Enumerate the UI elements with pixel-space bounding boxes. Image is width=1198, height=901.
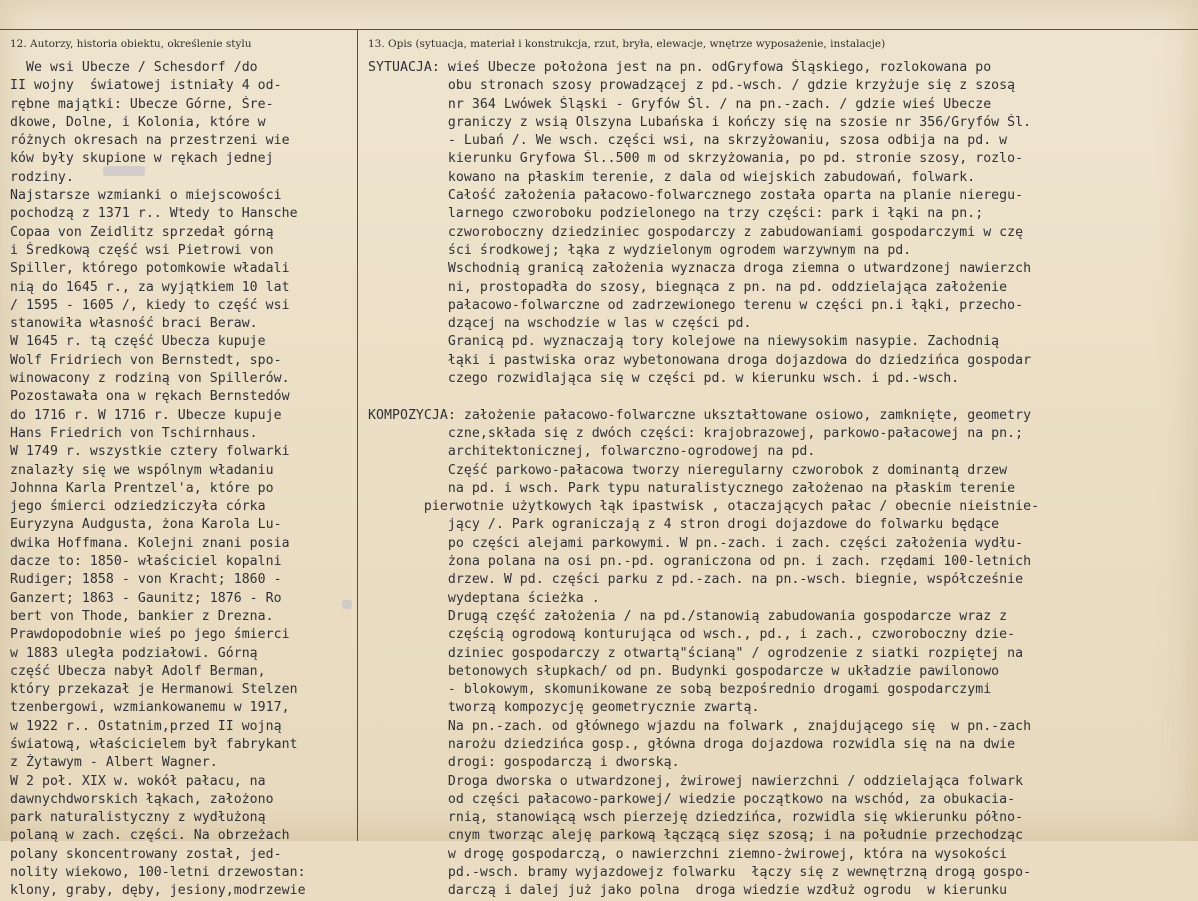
history-text-line: światową, właścicielem był fabrykant [10,736,298,752]
description-text-line: betonowych słupkach/ od pn. Budynki gospodarcze w układzie pawilonowo [368,663,1000,679]
history-text-line: do 1716 r. W 1716 r. Ubecze kupuje [10,407,282,423]
history-text-line: stanowiła własność braci Beraw. [10,316,258,332]
description-text-line: - blokowym, skomunikowane ze sobą bezpośrednio drogami gospodarczymi [368,682,992,698]
description-text-line: w drogę gospodarczą, o nawierzchni ziemno-żwirowej, która na wysokości [368,846,1008,862]
history-text-line: część Ubecza nabył Adolf Berman, [10,663,266,679]
history-text-line: rębne majątki: Ubecze Górne, Śre- [10,96,274,112]
description-text-line: kierunku Gryfowa Śl..500 m od skrzyżowania, po pd. stronie szosy, rozlo- [368,151,1024,167]
history-text-line: rodziny. [10,169,74,185]
description-text-line: rnią, stanowiącą wsch pierzeję dziedzińca, rozwidla się wkierunku półno- [368,810,1024,826]
history-text-line: Prawdopodobnie wieś po jego śmierci [10,627,290,643]
history-text-line: dwika Hoffmana. Kolejni znani posia [10,535,290,551]
description-text-line: na pd. i wsch. Park typu naturalistycznego założenao na płaskim terenie [368,480,1016,496]
description-text-line: Całość założenia pałacowo-folwarcznego została oparta na planie nieregu- [368,188,1024,204]
description-text-line: drzew. W pd. części parku z pd.-zach. na pn.-wsch. biegnie, współcześnie [368,572,1024,588]
description-text-line: graniczy z wsią Olszyna Lubańska i kończy się na szosie nr 356/Gryfów Śl. [368,114,1032,130]
history-text-line: który przekazał je Hermanowi Stelzen [10,682,298,698]
history-text-line: znalazły się we wspólnym władaniu [10,462,274,478]
description-text-line: czworoboczny dziedziniec gospodarczy z zabudowaniami gospodarczymi w czę [368,224,1024,240]
ink-smudge [103,166,145,176]
history-text-line: pochodzą z 1371 r.. Wtedy to Hansche [10,206,298,222]
description-text-line: po części alejami parkowymi. W pn.-zach. i zach. części założenia wydłu- [368,535,1024,551]
description-text-line: tworzą kompozycję geometrycznie zwartą. [368,700,760,716]
description-text-line: ści środkowej; łąka z wydzielonym ogrodem warzywnym na pd. [368,242,912,258]
history-text-line: bert von Thode, bankier z Drezna. [10,608,274,624]
description-text-line: kowano na płaskim terenie, z dala od wiejskich zabudowań, folwark. [368,169,976,185]
description-text-line: pierwotnie użytkowych łąk ipastwisk , otaczających pałac / obecnie nieistnie- [368,499,1040,515]
history-text-line: park naturalistyczny z wydłużoną [10,810,266,826]
history-text-line: We wsi Ubecze / Schesdorf /do [10,60,258,75]
history-text-line: II wojny światowej istniały 4 od- [10,78,282,94]
history-text-line: / 1595 - 1605 /, kiedy to część wsi [10,297,290,313]
history-text-line: winowacony z rodziną von Spillerów. [10,371,290,387]
description-text-line: wydeptana ścieżka . [368,590,600,606]
description-text-line: - Lubań /. We wsch. części wsi, na skrzyżowaniu, szosa odbija na pd. w [368,133,1008,149]
description-text-line: KOMPOZYCJA: założenie pałacowo-folwarczne ukształtowane osiowo, zamknięte, geometry [368,407,1032,423]
header-rule [0,29,1198,30]
description-text-line: ni, prostopadła do szosy, biegnąca z pn. na pd. oddzielająca założenie [368,279,1008,295]
history-text-line: nolity wiekowo, 100-letni drzewostan: [10,865,306,881]
blank-line [368,388,1194,406]
history-text-line: klony, graby, dęby, jesiony,modrzewie [10,883,306,899]
description-text-line: Na pn.-zach. od głównego wjazdu na folwark , znajdującego się w pn.-zach [368,718,1032,734]
description-text-line: architektonicznej, folwarczno-ogrodowej na pd. [368,444,816,460]
description-text-line: Droga dworska o utwardzonej, żwirowej nawierzchni / oddzielająca folwark [368,773,1024,789]
ink-smudge [342,600,352,609]
description-text-line: pałacowo-folwarczne od zadrzewionego terenu w części pn.i łąki, przecho- [368,297,1024,313]
history-text-line: Copaa von Zeidlitz sprzedał górną [10,224,274,240]
description-text-line: czego rozwidlająca się w części pd. w kierunku wsch. i pd.-wsch. [368,371,960,387]
history-text-line: z Żytawym - Albert Wagner. [10,755,218,771]
description-text-line: dziniec gospodarczy z otwartą"ścianą" / ogrodzenie z siatki rozpiętej na [368,645,1024,661]
history-text-line: Najstarsze wzmianki o miejscowości [10,188,282,204]
description-text-line: SYTUACJA: wieś Ubecze położona jest na pn. odGryfowa Śląskiego, rozlokowana po [368,60,992,75]
right-column-header: 13. Opis (sytuacja, materiał i konstrukcja, rzut, bryła, elewacje, wnętrze wyposażenie, instalacje) [368,38,886,50]
history-text-line: w 1922 r.. Ostatnim,przed II wojną [10,718,282,734]
description-text-line: jący /. Park ograniczają z 4 stron drogi dojazdowe do folwarku będące [368,517,1000,533]
description-text-line: narożu dziedzińca gosp., główna droga dojazdowa rozwidla się na na dwie [368,736,1016,752]
history-text-line: różnych okresach na przestrzeni wie [10,133,290,149]
description-text-line: obu stronach szosy prowadzącej z pd.-wsch. / gdzie krzyżuje się z szosą [368,78,1016,94]
history-text-line: nią do 1645 r., za wyjątkiem 10 lat [10,279,290,295]
description-text-line: cnym tworząc aleję parkową łączącą sięz szosą; i na południe przechodząc [368,828,1024,844]
history-text-line: Pozostawała ona w rękach Bernstedów [10,389,290,405]
history-text-line: Hans Friedrich von Tschirnhaus. [10,425,258,441]
history-text-line: polaną w zach. części. Na obrzeżach [10,828,290,844]
history-text-line: Ganzert; 1863 - Gaunitz; 1876 - Ro [10,590,282,606]
history-text-line: W 1749 r. wszystkie cztery folwarki [10,444,290,460]
history-text-line: polany skoncentrowany został, jed- [10,846,282,862]
description-text-line: nr 364 Lwówek Śląski - Gryfów Śl. / na pn.-zach. / gdzie wieś Ubecze [368,96,992,112]
history-text-line: tzenbergowi, wzmiankowanemu w 1917, [10,700,290,716]
description-text-line: czne,składa się z dwóch części: krajobrazowej, parkowo-pałacowej na pn.; [368,425,1024,441]
description-text-line: częścią ogrodową konturująca od wsch., pd., i zach., czworoboczny dzie- [368,627,1016,643]
history-text-line: Spiller, którego potomkowie władali [10,261,290,277]
history-text-column [10,59,355,901]
history-text-line: w 1883 uległa podziałowi. Górną [10,645,258,661]
history-text-line: Johnna Karla Prentzel'a, które po [10,480,274,496]
description-text-line: Granicą pd. wyznaczają tory kolejowe na niewysokim nasypie. Zachodnią [368,334,1000,350]
history-text-line: jego śmierci odziedziczyła córka [10,499,266,515]
description-text-column [368,59,1194,901]
left-column-header: 12. Autorzy, historia obiektu, określenie stylu [10,38,252,50]
description-text-line: pd.-wsch. bramy wyjazdowejz folwarku łączy się z wewnętrzną drogą gospo- [368,865,1032,881]
history-text-line: dkowe, Dolne, i Kolonia, które w [10,114,266,130]
column-divider [357,30,358,841]
description-text-line: Część parkowo-pałacowa tworzy nieregularny czworobok z dominantą drzew [368,462,1008,478]
description-text-line: drogi: gospodarczą i dworską. [368,755,680,771]
history-text-line: i Średkową część wsi Pietrowi von [10,242,274,258]
history-text-line: ków były skupione w rękach jednej [10,151,274,167]
description-text-line: łąki i pastwiska oraz wybetonowana droga dojazdowa do dziedzińca gospodar [368,352,1032,368]
description-text-line: żona polana na osi pn.-pd. ograniczona od pn. i zach. rzędami 100-letnich [368,554,1032,570]
description-text-line: Drugą część założenia / na pd./stanowią zabudowania gospodarcze wraz z [368,608,1008,624]
history-text-line: Wolf Fridriech von Bernstedt, spo- [10,352,282,368]
description-text-line: dzącej na wschodzie w las w części pd. [368,316,752,332]
history-text-line: W 1645 r. tą część Ubecza kupuje [10,334,266,350]
history-text-line: dacze to: 1850- właściciel kopalni [10,554,282,570]
history-text-line: Euryzyna Audgusta, żona Karola Lu- [10,517,282,533]
history-text-line: Rudiger; 1858 - von Kracht; 1860 - [10,572,282,588]
description-text-line: Wschodnią granicą założenia wyznacza droga ziemna o utwardzonej nawierzch [368,261,1032,277]
description-text-line: larnego czworoboku podzielonego na trzy części: park i łąki na pn.; [368,206,984,222]
history-text-line: W 2 poł. XIX w. wokół pałacu, na [10,773,266,789]
description-text-line: od części pałacowo-parkowej/ wiedzie początkowo na wschód, za obukacia- [368,791,1016,807]
description-text-line: darczą i dalej już jako polna droga wiedzie wzdłuż ogrodu w kierunku [368,883,1008,899]
history-text-line: dawnychdworskich łąkach, założono [10,791,274,807]
